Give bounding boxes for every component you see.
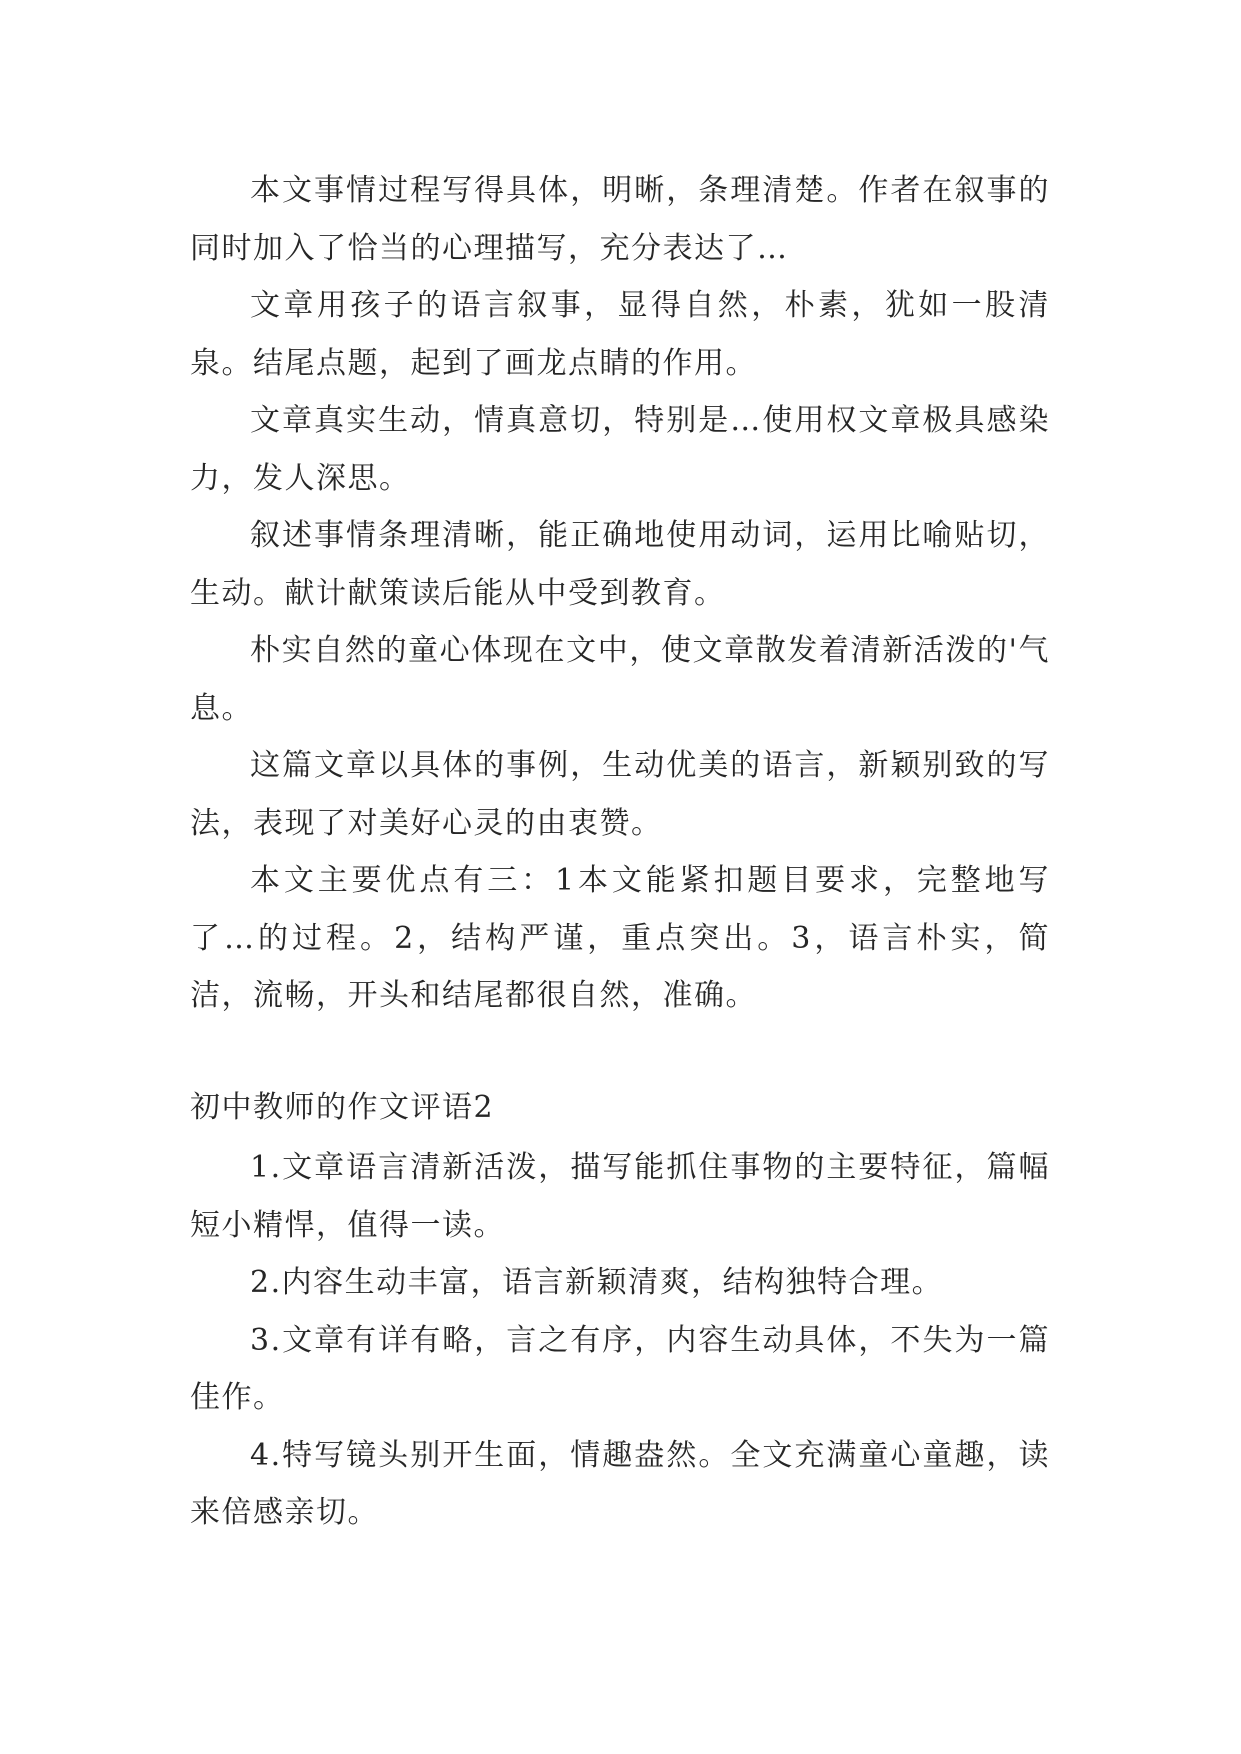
- paragraph: 本文主要优点有三：1本文能紧扣题目要求，完整地写了…的过程。2，结构严谨，重点突出。3，语言朴实，简洁，流畅，开头和结尾都很自然，准确。: [190, 863, 1050, 1013]
- comment-item: 2.内容生动丰富，语言新颖清爽，结构独特合理。: [250, 1265, 944, 1300]
- paragraph: 文章真实生动，情真意切，特别是…使用权文章极具感染力，发人深思。: [190, 403, 1050, 496]
- paragraph: 朴实自然的童心体现在文中，使文章散发着清新活泼的'气息。: [190, 633, 1050, 726]
- comment-item: 3.文章有详有略，言之有序，内容生动具体，不失为一篇佳作。: [190, 1322, 1050, 1415]
- comment-item: 1.文章语言清新活泼，描写能抓住事物的主要特征，篇幅短小精悍，值得一读。: [190, 1150, 1050, 1243]
- document-body: [190, 162, 1050, 1542]
- paragraph: 文章用孩子的语言叙事，显得自然，朴素，犹如一股清泉。结尾点题，起到了画龙点睛的作用。: [190, 288, 1050, 381]
- comment-item: 4.特写镜头别开生面，情趣盎然。全文充满童心童趣，读来倍感亲切。: [190, 1437, 1050, 1530]
- paragraph: 这篇文章以具体的事例，生动优美的语言，新颖别致的写法，表现了对美好心灵的由衷赞。: [190, 748, 1050, 841]
- section-heading: 初中教师的作文评语2: [190, 1089, 495, 1125]
- paragraph: 叙述事情条理清晰，能正确地使用动词，运用比喻贴切，生动。献计献策读后能从中受到教育。: [190, 518, 1050, 611]
- paragraph: 本文事情过程写得具体，明晰，条理清楚。作者在叙事的同时加入了恰当的心理描写，充分表达了…: [190, 173, 1050, 266]
